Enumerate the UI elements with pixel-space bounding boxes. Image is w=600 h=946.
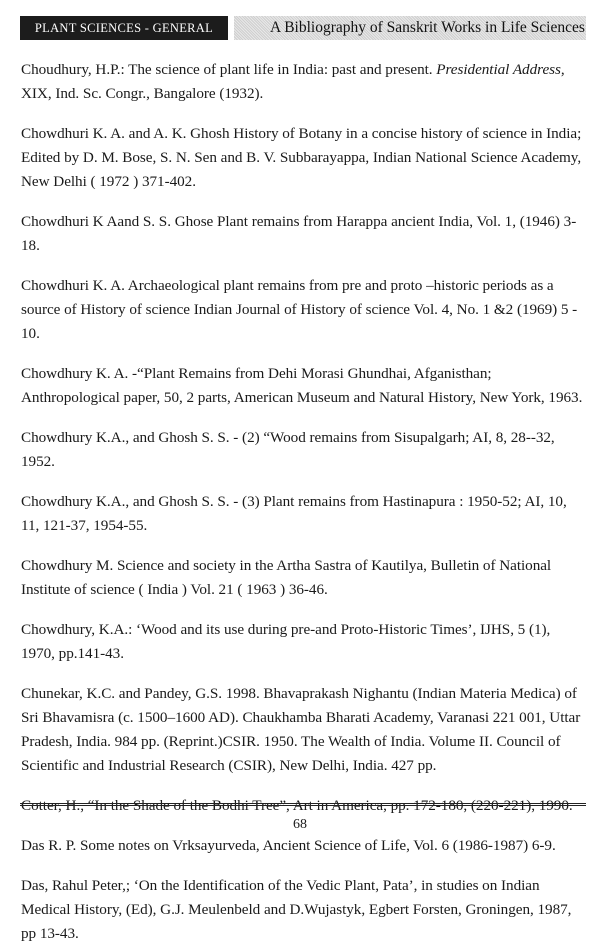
bibliography-entry: Chunekar, K.C. and Pandey, G.S. 1998. Bhavaprakash Nighantu (Indian Materia Medica) of Sri Bhavamisra (c. 1500–1600 AD). Chaukhamba Bharati Academy, Varanasi 221 001, Uttar Pradesh, India. 984 pp. (Reprint.)CSIR. 1950. The Wealth of India. Volume II. Council of Scientific and Industrial Research (CSIR), New Delhi, India. 427 pp.	[21, 685, 581, 774]
bibliography-entry: Cotter, H., “In the Shade of the Bodhi Tree”, Art in America, pp. 172-180, (220-221), 1990.	[21, 797, 573, 814]
entry-italic-text: Presidential Address	[436, 61, 561, 78]
page-number: 68	[293, 817, 307, 832]
bibliography-entry: Chowdhury K.A., and Ghosh S. S. - (2) “Wood remains from Sisupalgarh; AI, 8, 28--32, 1952.	[21, 429, 555, 470]
entry-text: Choudhury, H.P.: The science of plant life in India: past and present.	[21, 61, 437, 78]
book-title: A Bibliography of Sanskrit Works in Life Sciences	[234, 16, 586, 40]
running-header	[20, 16, 586, 40]
bibliography-entry: Chowdhury, K.A.: ‘Wood and its use during pre-and Proto-Historic Times’, IJHS, 5 (1), 1970, pp.141-43.	[21, 621, 551, 662]
bibliography-list	[21, 58, 583, 946]
bibliography-entry: Chowdhuri K. A. Archaeological plant remains from pre and proto –historic periods as a source of History of science Indian Journal of History of science Vol. 4, No. 1 &2 (1969) 5 - 10.	[21, 277, 578, 342]
bibliography-entry: Chowdhury M. Science and society in the Artha Sastra of Kautilya, Bulletin of National Institute of science ( India ) Vol. 21 ( 1963 ) 36-46.	[21, 557, 552, 598]
bibliography-entry: Chowdhuri K. A. and A. K. Ghosh History of Botany in a concise history of science in India; Edited by D. M. Bose, S. N. Sen and B. V. Subbarayappa, Indian National Science Academy, New Delhi ( 1972 ) 371-402.	[21, 125, 582, 190]
bibliography-entry: Chowdhury K. A. -“Plant Remains from Dehi Morasi Ghundhai, Afganisthan; Anthropological paper, 50, 2 parts, American Museum and Natural History, New York, 1963.	[21, 365, 583, 406]
bibliography-entry: Chowdhury K.A., and Ghosh S. S. - (3) Plant remains from Hastinapura : 1950-52; AI, 10, 11, 121-37, 1954-55.	[21, 493, 567, 534]
bibliography-entry	[21, 58, 583, 106]
bibliography-entry: Das, Rahul Peter,; ‘On the Identification of the Vedic Plant, Pata’, in studies on Indian Medical History, (Ed), G.J. Meulenbeld and D.Wujastyk, Egbert Forsten, Groningen, 1987, pp 13-43.	[21, 877, 572, 942]
entry-text-continued: , XIX, Ind. Sc. Congr., Bangalore (1932).	[21, 61, 565, 102]
bibliography-entry: Das R. P. Some notes on Vrksayurveda, Ancient Science of Life, Vol. 6 (1986-1987) 6-9.	[21, 837, 556, 854]
bibliography-entry: Chowdhuri K Aand S. S. Ghose Plant remains from Harappa ancient India, Vol. 1, (1946) 3-18.	[21, 213, 577, 254]
footer-rule	[20, 803, 586, 806]
section-label: PLANT SCIENCES - GENERAL	[20, 16, 228, 40]
